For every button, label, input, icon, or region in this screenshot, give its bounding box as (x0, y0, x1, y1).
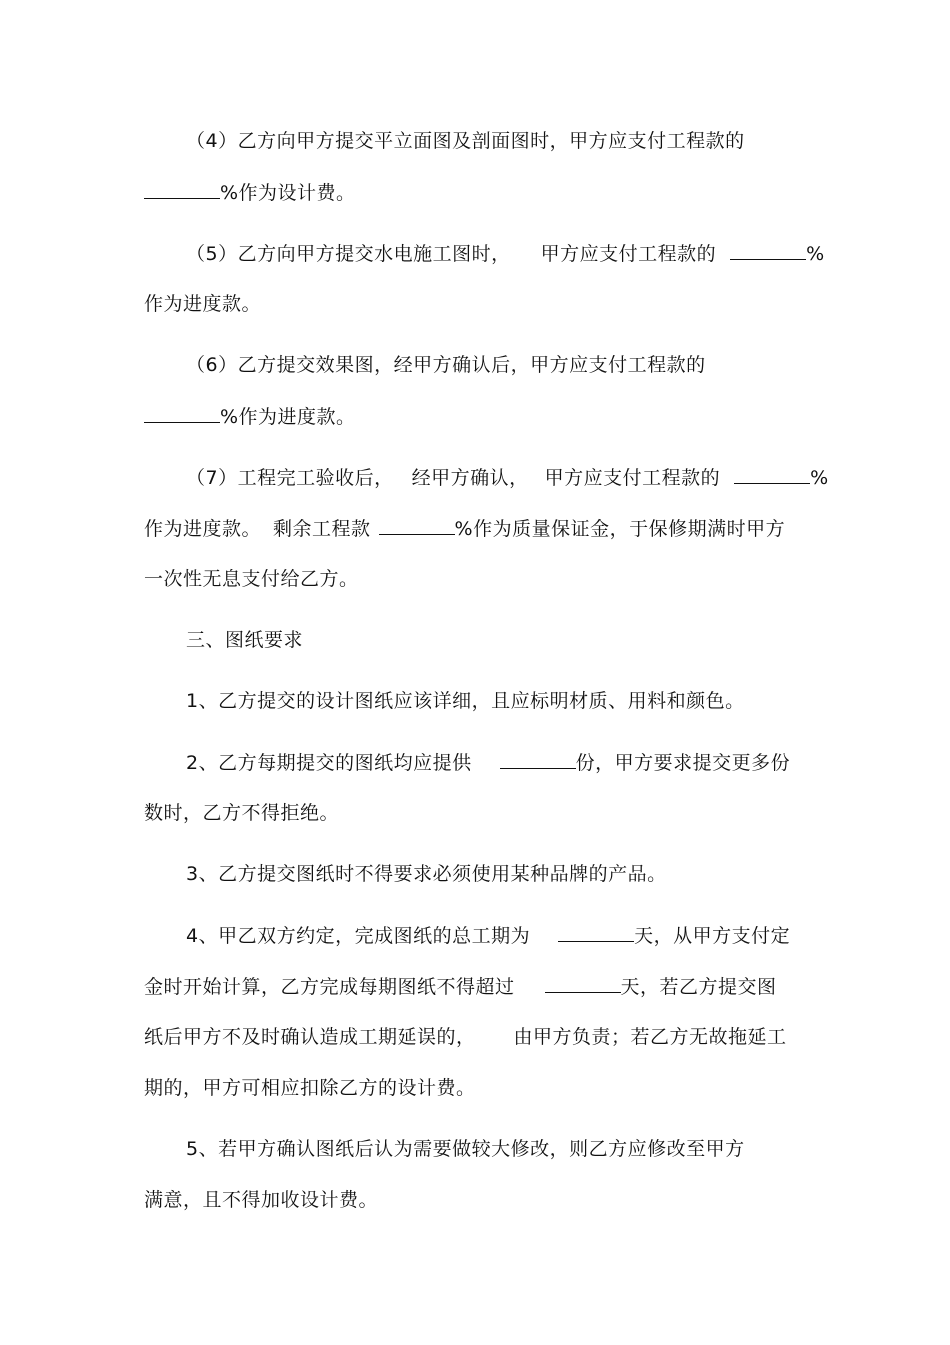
requirement-4-line-1: 4、甲乙双方约定，完成图纸的总工期为 天，从甲方支付定 (186, 925, 791, 947)
fill-blank[interactable] (500, 750, 576, 769)
requirement-5-line-2: 满意，且不得加收设计费。 (144, 1189, 379, 1211)
clause-5-line-2: 作为进度款。 (144, 293, 262, 315)
requirement-2-line-1: 2、乙方每期提交的图纸均应提供 份，甲方要求提交更多份 (186, 752, 791, 774)
clause-6-line-2: %作为进度款。 (144, 404, 356, 429)
section-heading: 三、图纸要求 (186, 629, 304, 651)
clause-7-line-2: 作为进度款。 剩余工程款 %作为质量保证金，于保修期满时甲方 (144, 518, 786, 540)
clause-7-line-3: 一次性无息支付给乙方。 (144, 568, 359, 590)
requirement-4-line-2: 金时开始计算，乙方完成每期图纸不得超过 天，若乙方提交图 (144, 976, 777, 998)
fill-blank[interactable] (144, 180, 220, 199)
fill-blank[interactable] (545, 974, 621, 993)
clause-4-line-2: %作为设计费。 (144, 180, 356, 205)
requirement-5-line-1: 5、若甲方确认图纸后认为需要做较大修改，则乙方应修改至甲方 (186, 1138, 745, 1160)
fill-blank[interactable] (144, 404, 220, 423)
requirement-2-line-2: 数时，乙方不得拒绝。 (144, 802, 340, 824)
fill-blank[interactable] (730, 241, 806, 260)
requirement-1: 1、乙方提交的设计图纸应该详细，且应标明材质、用料和颜色。 (186, 690, 745, 712)
clause-6-line-1: （6）乙方提交效果图，经甲方确认后，甲方应支付工程款的 (186, 354, 706, 376)
requirement-3: 3、乙方提交图纸时不得要求必须使用某种品牌的产品。 (186, 863, 667, 885)
fill-blank[interactable] (734, 465, 810, 484)
fill-blank[interactable] (558, 923, 634, 942)
clause-7-line-1: （7）工程完工验收后， 经甲方确认， 甲方应支付工程款的 % (186, 467, 829, 489)
clause-4-line-1: （4）乙方向甲方提交平立面图及剖面图时，甲方应支付工程款的 (186, 130, 745, 152)
clause-5-line-1: （5）乙方向甲方提交水电施工图时， 甲方应支付工程款的 % (186, 243, 825, 265)
requirement-4-line-4: 期的，甲方可相应扣除乙方的设计费。 (144, 1077, 476, 1099)
requirement-4-line-3: 纸后甲方不及时确认造成工期延误的， 由甲方负责；若乙方无故拖延工 (144, 1026, 787, 1048)
fill-blank[interactable] (379, 516, 455, 535)
